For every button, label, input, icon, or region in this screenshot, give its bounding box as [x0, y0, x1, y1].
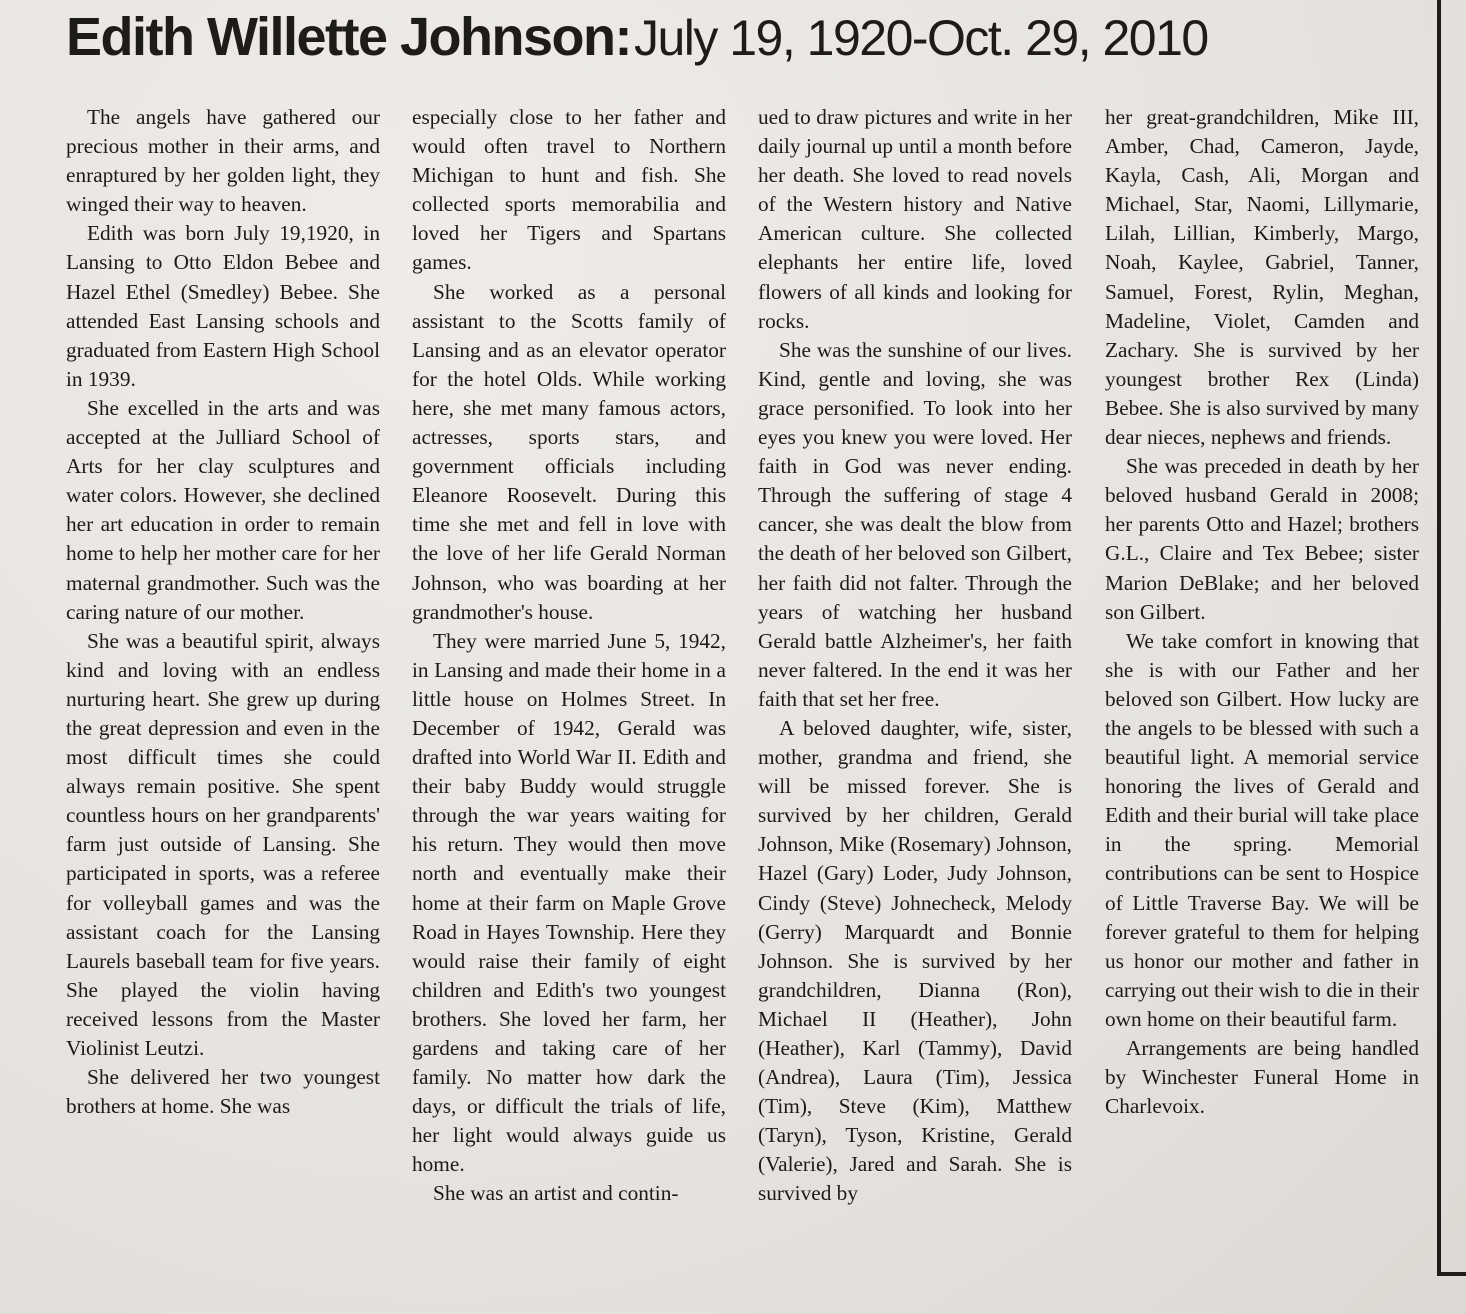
paragraph: She was a beautiful spirit, always kind and loving with an endless nurturing heart. She grew up during the great depression and even in the most difficult times she could always remain positive. She spent countless hours on her grandparents' farm just outside of Lansing. She participated in sports, was a referee for volleyball games and was the assistant coach for the Lansing Laurels baseball team for five years. She played the violin having received lessons from the Master Violinist Leutzi.	[66, 628, 380, 1060]
paragraph-continued: ued to draw pictures and write in her daily journal up until a month before her death. She loved to read novels of the Western history and Native American culture. She collected elephants her entire life, loved flowers of all kinds and looking for rocks.	[758, 105, 1072, 333]
paragraph: Arrangements are being handled by Winchester Funeral Home in Charlevoix.	[1105, 1036, 1419, 1119]
paragraph-continued: especially close to her father and would often travel to Northern Michigan to hunt and fish. She collected sports memorabilia and loved her Tigers and Spartans games.	[412, 105, 726, 275]
paragraph: They were married June 5, 1942, in Lansing and made their home in a little house on Holmes Street. In December of 1942, Gerald was drafted into World War II. Edith and their baby Buddy would struggle through the war years waiting for his return. They would then move north and eventually make their home at their farm on Maple Grove Road in Hayes Township. Here they would raise their family of eight children and Edith's two youngest brothers. She loved her farm, her gardens and taking care of her family. No matter how dark the days, or difficult the trials of life, her light would always guide us home.	[412, 628, 726, 1177]
paragraph: She was preceded in death by her beloved husband Gerald in 2008; her parents Otto and Hazel; brothers G.L., Claire and Tex Bebee; sister Marion DeBlake; and her beloved son Gilbert.	[1105, 454, 1419, 624]
paragraph: A beloved daughter, wife, sister, mother, grandma and friend, she will be missed forever. She is survived by her children, Gerald Johnson, Mike (Rosemary) Johnson, Hazel (Gary) Loder, Judy Johnson, Cindy (Steve) Johnecheck, Melody (Gerry) Marquardt and Bonnie Johnson. She is survived by her grandchildren, Dianna (Ron), Michael II (Heather), John (Heather), Karl (Tammy), David (Andrea), Laura (Tim), Jessica (Tim), Steve (Kim), Matthew (Taryn), Tyson, Kristine, Gerald (Valerie), Jared and Sarah. She is survived by	[758, 715, 1072, 1206]
text-column-4	[1105, 103, 1419, 1121]
paragraph: She was an artist and contin-	[433, 1181, 679, 1206]
paragraph: She delivered her two youngest brothers at home. She was	[66, 1065, 380, 1119]
obituary-headline	[66, 6, 1426, 86]
paragraph: Edith was born July 19,1920, in Lansing to Otto Eldon Bebee and Hazel Ethel (Smedley) Bebee. She attended East Lansing schools and graduated from Eastern High School in 1939.	[66, 221, 380, 391]
paragraph-continued: her great-grandchildren, Mike III, Amber, Chad, Cameron, Jayde, Kayla, Cash, Ali, Morgan and Michael, Star, Naomi, Lillymarie, Lilah, Lillian, Kimberly, Margo, Noah, Kaylee, Gabriel, Tanner, Samuel, Forest, Rylin, Meghan, Madeline, Violet, Camden and Zachary. She is survived by her youngest brother Rex (Linda) Bebee. She is also survived by many dear nieces, nephews and friends.	[1105, 105, 1419, 450]
paragraph: She excelled in the arts and was accepted at the Julliard School of Arts for her clay sculptures and water colors. However, she declined her art education in order to remain home to help her mother care for her maternal grandmother. Such was the caring nature of our mother.	[66, 395, 380, 624]
text-column-1	[66, 103, 380, 1121]
border-rule-horizontal	[1437, 1272, 1466, 1276]
text-column-3	[758, 103, 1072, 1209]
paragraph: We take comfort in knowing that she is with our Father and her beloved son Gilbert. How lucky are the angels to be blessed with such a beautiful light. A memorial service honoring the lives of Gerald and Edith and their burial will take place in the spring. Memorial contributions can be sent to Hospice of Little Traverse Bay. We will be forever grateful to them for helping us honor our mother and father in carrying out their wish to die in their own home on their beautiful farm.	[1105, 628, 1419, 1031]
headline-name: Edith Willette Johnson:	[66, 7, 631, 67]
headline-dates: July 19, 1920-Oct. 29, 2010	[633, 10, 1208, 66]
border-rule-vertical	[1437, 0, 1441, 1276]
paragraph: She was the sunshine of our lives. Kind, gentle and loving, she was grace personified. To look into her eyes you knew you were loved. Her faith in God was never ending. Through the suffering of stage 4 cancer, she was dealt the blow from the death of her beloved son Gilbert, her faith did not falter. Through the years of watching her husband Gerald battle Alzheimer's, her faith never faltered. In the end it was her faith that set her free.	[758, 337, 1072, 711]
text-column-2	[412, 103, 726, 1209]
paragraph: She worked as a personal assistant to the Scotts family of Lansing and as an elevator operator for the hotel Olds. While working here, she met many famous actors, actresses, sports stars, and government officials including Eleanore Roosevelt. During this time she met and fell in love with the love of her life Gerald Norman Johnson, who was boarding at her grandmother's house.	[412, 279, 726, 624]
paragraph: The angels have gathered our precious mother in their arms, and enraptured by her golden light, they winged their way to heaven.	[66, 105, 380, 217]
